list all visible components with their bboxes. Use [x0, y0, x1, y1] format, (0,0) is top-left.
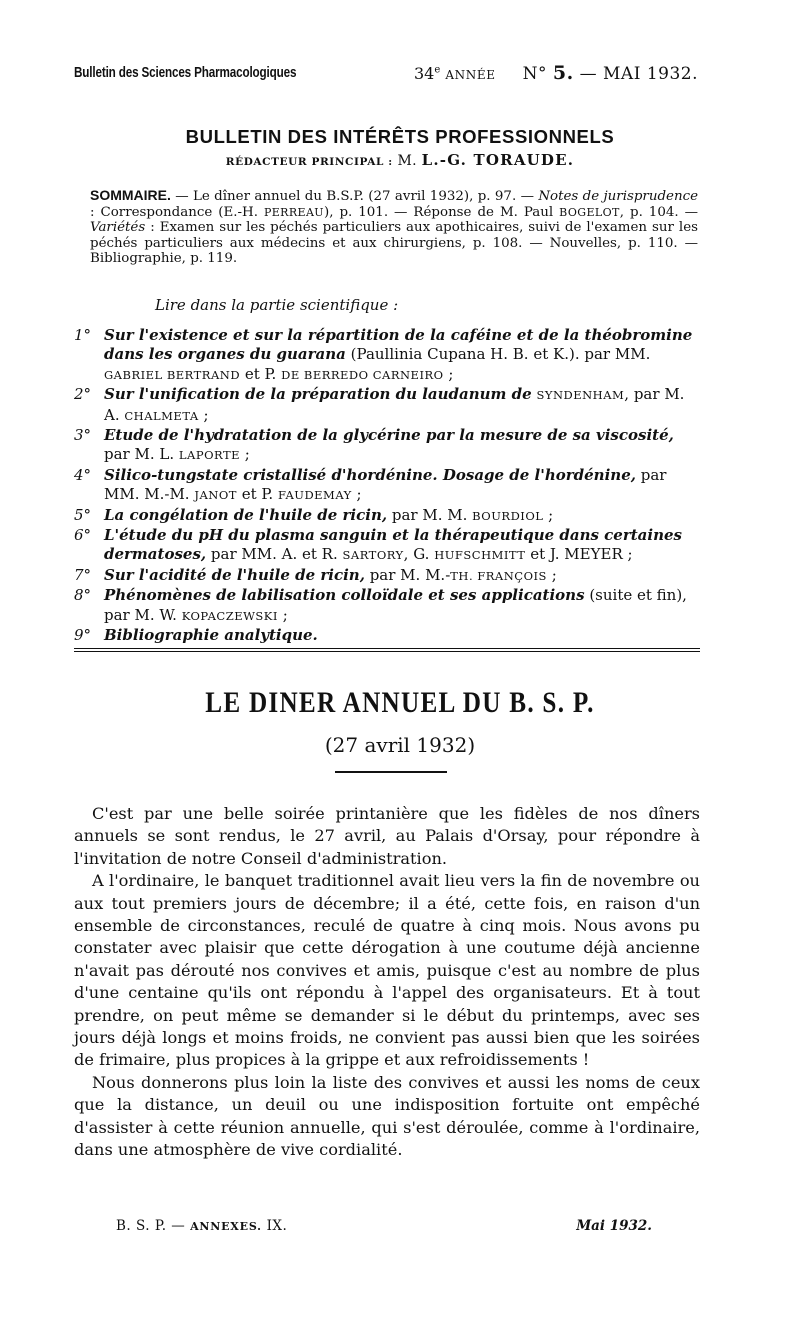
summary-paragraph — [90, 188, 698, 267]
item-number: 8° — [74, 586, 92, 605]
item-author: TH. FRANÇOIS — [450, 568, 547, 583]
summary-text: ), p. 101. — Réponse de M. Paul — [323, 204, 560, 220]
summary-text: — Le dîner annuel du B.S.P. (27 avril 1932), p. 97. — — [170, 189, 539, 204]
item-text: ; — [543, 505, 554, 524]
editor-label: RÉDACTEUR PRINCIPAL : — [225, 156, 393, 168]
issue-date: — MAI 1932. — [579, 64, 698, 84]
issue-info — [523, 62, 698, 84]
item-text: , G. — [403, 545, 435, 564]
item-text: ; — [277, 605, 288, 624]
running-header — [74, 62, 698, 88]
footer-text: B. S. P. — — [116, 1218, 191, 1234]
item-text: ; — [546, 565, 557, 584]
item-number: 9° — [74, 626, 92, 645]
article-body — [74, 803, 700, 1162]
contents-item — [74, 526, 700, 566]
summary-text: : Examen sur les péchés particuliers aux apothicaires, suivi de l'examen sur les péchés particuliers aux médecins et aux chirurgiens, p. 108. — Nouvelles, p. 110. — Bibliographie, p. 119. — [90, 220, 698, 267]
issue-number: 5. — [552, 62, 574, 84]
item-number: 2° — [74, 385, 92, 404]
item-text: (Paullinia Cupana H. B. et K.). par MM. — [345, 345, 651, 364]
summary-text: : Correspondance (E.-H. — [90, 204, 264, 220]
volume-year — [414, 64, 496, 83]
item-author: GABRIEL BERTRAND — [104, 367, 241, 382]
contents-item — [74, 326, 700, 385]
item-text: par M. M. — [387, 505, 473, 524]
item-text: (suite et fin), par M. W. — [104, 586, 687, 624]
item-text: par MM. M.-M. — [104, 465, 667, 504]
contents-item — [74, 586, 700, 626]
summary-italic: Variétés — [90, 220, 146, 236]
page-footer — [116, 1218, 652, 1238]
item-text: ; — [240, 445, 250, 464]
footer-signature — [116, 1218, 287, 1234]
scientific-contents-list — [74, 326, 700, 646]
item-title: Silico-tungstate cristallisé d'hordénine. Dosage de l'hordénine, — [104, 465, 636, 484]
footer-date: Mai 1932. — [576, 1218, 652, 1234]
item-title: Sur l'acidité de l'huile de ricin, — [104, 565, 365, 584]
footer-annexes: ANNEXES. — [190, 1220, 262, 1233]
item-title: L'étude du pH du plasma sanguin et la thérapeutique dans certaines dermatoses, — [104, 526, 682, 564]
article-date: (27 avril 1932) — [324, 733, 476, 757]
item-number: 6° — [74, 526, 92, 545]
item-text: par M. M.- — [364, 565, 451, 584]
item-text: et P. — [240, 364, 282, 383]
item-title: Bibliographie analytique. — [104, 626, 318, 645]
item-author: SYNDENHAM — [536, 388, 625, 403]
contents-item — [74, 426, 700, 466]
article-paragraph: A l'ordinaire, le banquet traditionnel avait lieu vers la fin de novembre ou aux tout premiers jours de décembre; il a été, cette fois, en raison d'un ensemble de circonstances, reculé de quatre à cinq mois. Nous avons pu constater avec plaisir que cette dérogation à une coutume déjà ancienne n'avait pas dérouté nos convives et amis, puisque c'est au nombre de plus d'une centaine qu'ils ont répondu à l'appel des organisateurs. Et à tout prendre, on peut même se demander si le début du printemps, avec ses jours déjà longs et moins froids, ne convient pas aussi bien que les soirées de frimaire, plus propices à la grippe et aux refroidissements ! — [74, 871, 700, 1070]
footer-text: IX. — [261, 1218, 288, 1234]
item-author: CHALMETA — [124, 408, 199, 423]
year-word: ANNÉE — [445, 68, 496, 82]
item-text: ; — [198, 405, 209, 424]
contents-item — [74, 506, 700, 526]
item-author: BOURDIOL — [472, 508, 544, 523]
summary-text: , p. 104. — — [619, 204, 698, 220]
item-author: SARTORY — [342, 548, 404, 563]
item-text: , par M. A. — [104, 385, 685, 424]
contents-item — [74, 466, 700, 506]
item-number: 4° — [74, 465, 92, 484]
item-author: LAPORTE — [178, 448, 241, 463]
item-number: 3° — [74, 426, 92, 445]
article-paragraph: C'est par une belle soirée printanière que les fidèles de nos dîners annuels se sont rendus, le 27 avril, au Palais d'Orsay, pour répondre à l'invitation de notre Conseil d'administration. — [74, 804, 700, 868]
year-number: 34 — [414, 64, 435, 83]
editor-prefix: M. — [397, 153, 417, 169]
item-author: HUFSCHMITT — [434, 548, 526, 563]
year-suffix: e — [434, 64, 441, 76]
item-author: JANOT — [194, 488, 237, 503]
item-title: Sur l'existence et sur la répartition de la caféine et de la théobromine dans les organes du guarana — [104, 326, 693, 364]
item-number: 5° — [74, 505, 92, 524]
item-text: et P. — [236, 485, 278, 504]
item-title: Sur l'unification de la préparation du laudanum de — [104, 385, 532, 404]
item-text: et J. MEYER ; — [525, 545, 633, 564]
article-title: LE DINER ANNUEL DU B. S. P. — [205, 686, 595, 719]
publication-name: Bulletin des Sciences Pharmacologiques — [74, 64, 297, 81]
item-text: ; — [351, 485, 362, 504]
issue-prefix: N° — [522, 64, 553, 84]
item-author: DE BERREDO CARNEIRO — [281, 367, 444, 382]
item-title: La congélation de l'huile de ricin, — [104, 505, 388, 524]
item-title: Etude de l'hydratation de la glycérine par la mesure de sa viscosité, — [104, 426, 674, 445]
section-divider — [74, 648, 700, 652]
item-number: 7° — [74, 565, 92, 584]
contents-item — [74, 566, 700, 586]
summary-label: SOMMAIRE. — [90, 187, 171, 203]
item-text: ; — [443, 364, 454, 383]
item-text: par MM. A. et R. — [206, 545, 343, 564]
contents-item — [74, 626, 700, 645]
article-paragraph: Nous donnerons plus loin la liste des convives et aussi les noms de ceux que la distance, un deuil ou une indisposition fortuite ont empêché d'assister à cette réunion annuelle, qui s'est déroulée, comme à l'ordinaire, dans une atmosphère de vive cordialité. — [74, 1072, 700, 1160]
bulletin-title: BULLETIN DES INTÉRÊTS PROFESSIONNELS — [185, 126, 615, 147]
summary-italic: Notes de jurisprudence — [538, 189, 698, 204]
title-rule — [335, 771, 447, 773]
item-author: FAUDEMAY — [277, 488, 352, 503]
item-number: 1° — [74, 326, 92, 344]
item-author: KOPACZEWSKI — [181, 608, 278, 623]
editor-name: L.-G. TORAUDE. — [421, 151, 575, 169]
contents-item — [74, 385, 700, 426]
summary-name: BOGELOT — [559, 205, 620, 219]
summary-name: PERREAU — [263, 205, 324, 219]
item-text: par M. L. — [104, 445, 179, 464]
item-title: Phénomènes de labilisation colloïdale et ses applications — [104, 586, 585, 605]
scientific-part-heading: Lire dans la partie scientifique : — [155, 296, 399, 314]
editor-line — [0, 151, 800, 169]
